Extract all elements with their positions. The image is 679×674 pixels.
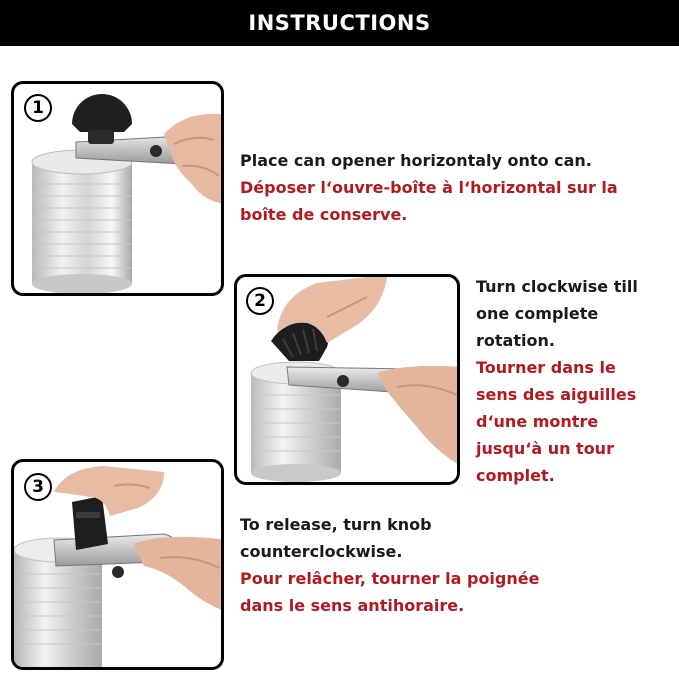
step-1-en-line-1: Place can opener horizontaly onto can. bbox=[240, 151, 592, 170]
step-1-image-frame bbox=[11, 81, 224, 296]
step-1-number: 1 bbox=[32, 98, 44, 118]
instructions-header bbox=[0, 0, 679, 46]
step-2-number-badge bbox=[246, 287, 274, 315]
step-3-text bbox=[240, 511, 670, 619]
step-2-fr-line-4: jusqu‘à un tour bbox=[476, 439, 614, 458]
step-2-fr-line-2: sens des aiguilles bbox=[476, 385, 637, 404]
step-3-fr-line-1: Pour relâcher, tourner la poignée bbox=[240, 569, 540, 588]
step-2-fr-line-5: complet. bbox=[476, 466, 555, 485]
header-title: INSTRUCTIONS bbox=[248, 11, 431, 35]
step-3-en-line-2: counterclockwise. bbox=[240, 542, 403, 561]
step-2-text bbox=[476, 273, 676, 489]
step-1-text bbox=[240, 147, 670, 228]
step-2-image-frame bbox=[234, 274, 460, 485]
step-2-number: 2 bbox=[254, 291, 266, 311]
step-3-number: 3 bbox=[32, 477, 44, 497]
step-1-fr-line-2: boîte de conserve. bbox=[240, 205, 408, 224]
step-1-fr-line-1: Déposer l‘ouvre-boîte à l‘horizontal sur la bbox=[240, 178, 618, 197]
step-2-en-line-3: rotation. bbox=[476, 331, 555, 350]
step-3-fr-line-2: dans le sens antihoraire. bbox=[240, 596, 465, 615]
step-2-fr-line-3: d‘une montre bbox=[476, 412, 599, 431]
step-2-fr-line-1: Tourner dans le bbox=[476, 358, 616, 377]
step-1-number-badge bbox=[24, 94, 52, 122]
step-2-en-line-2: one complete bbox=[476, 304, 599, 323]
step-3-en-line-1: To release, turn knob bbox=[240, 515, 432, 534]
step-3-image-frame bbox=[11, 459, 224, 670]
step-3-number-badge bbox=[24, 473, 52, 501]
step-2-en-line-1: Turn clockwise till bbox=[476, 277, 638, 296]
